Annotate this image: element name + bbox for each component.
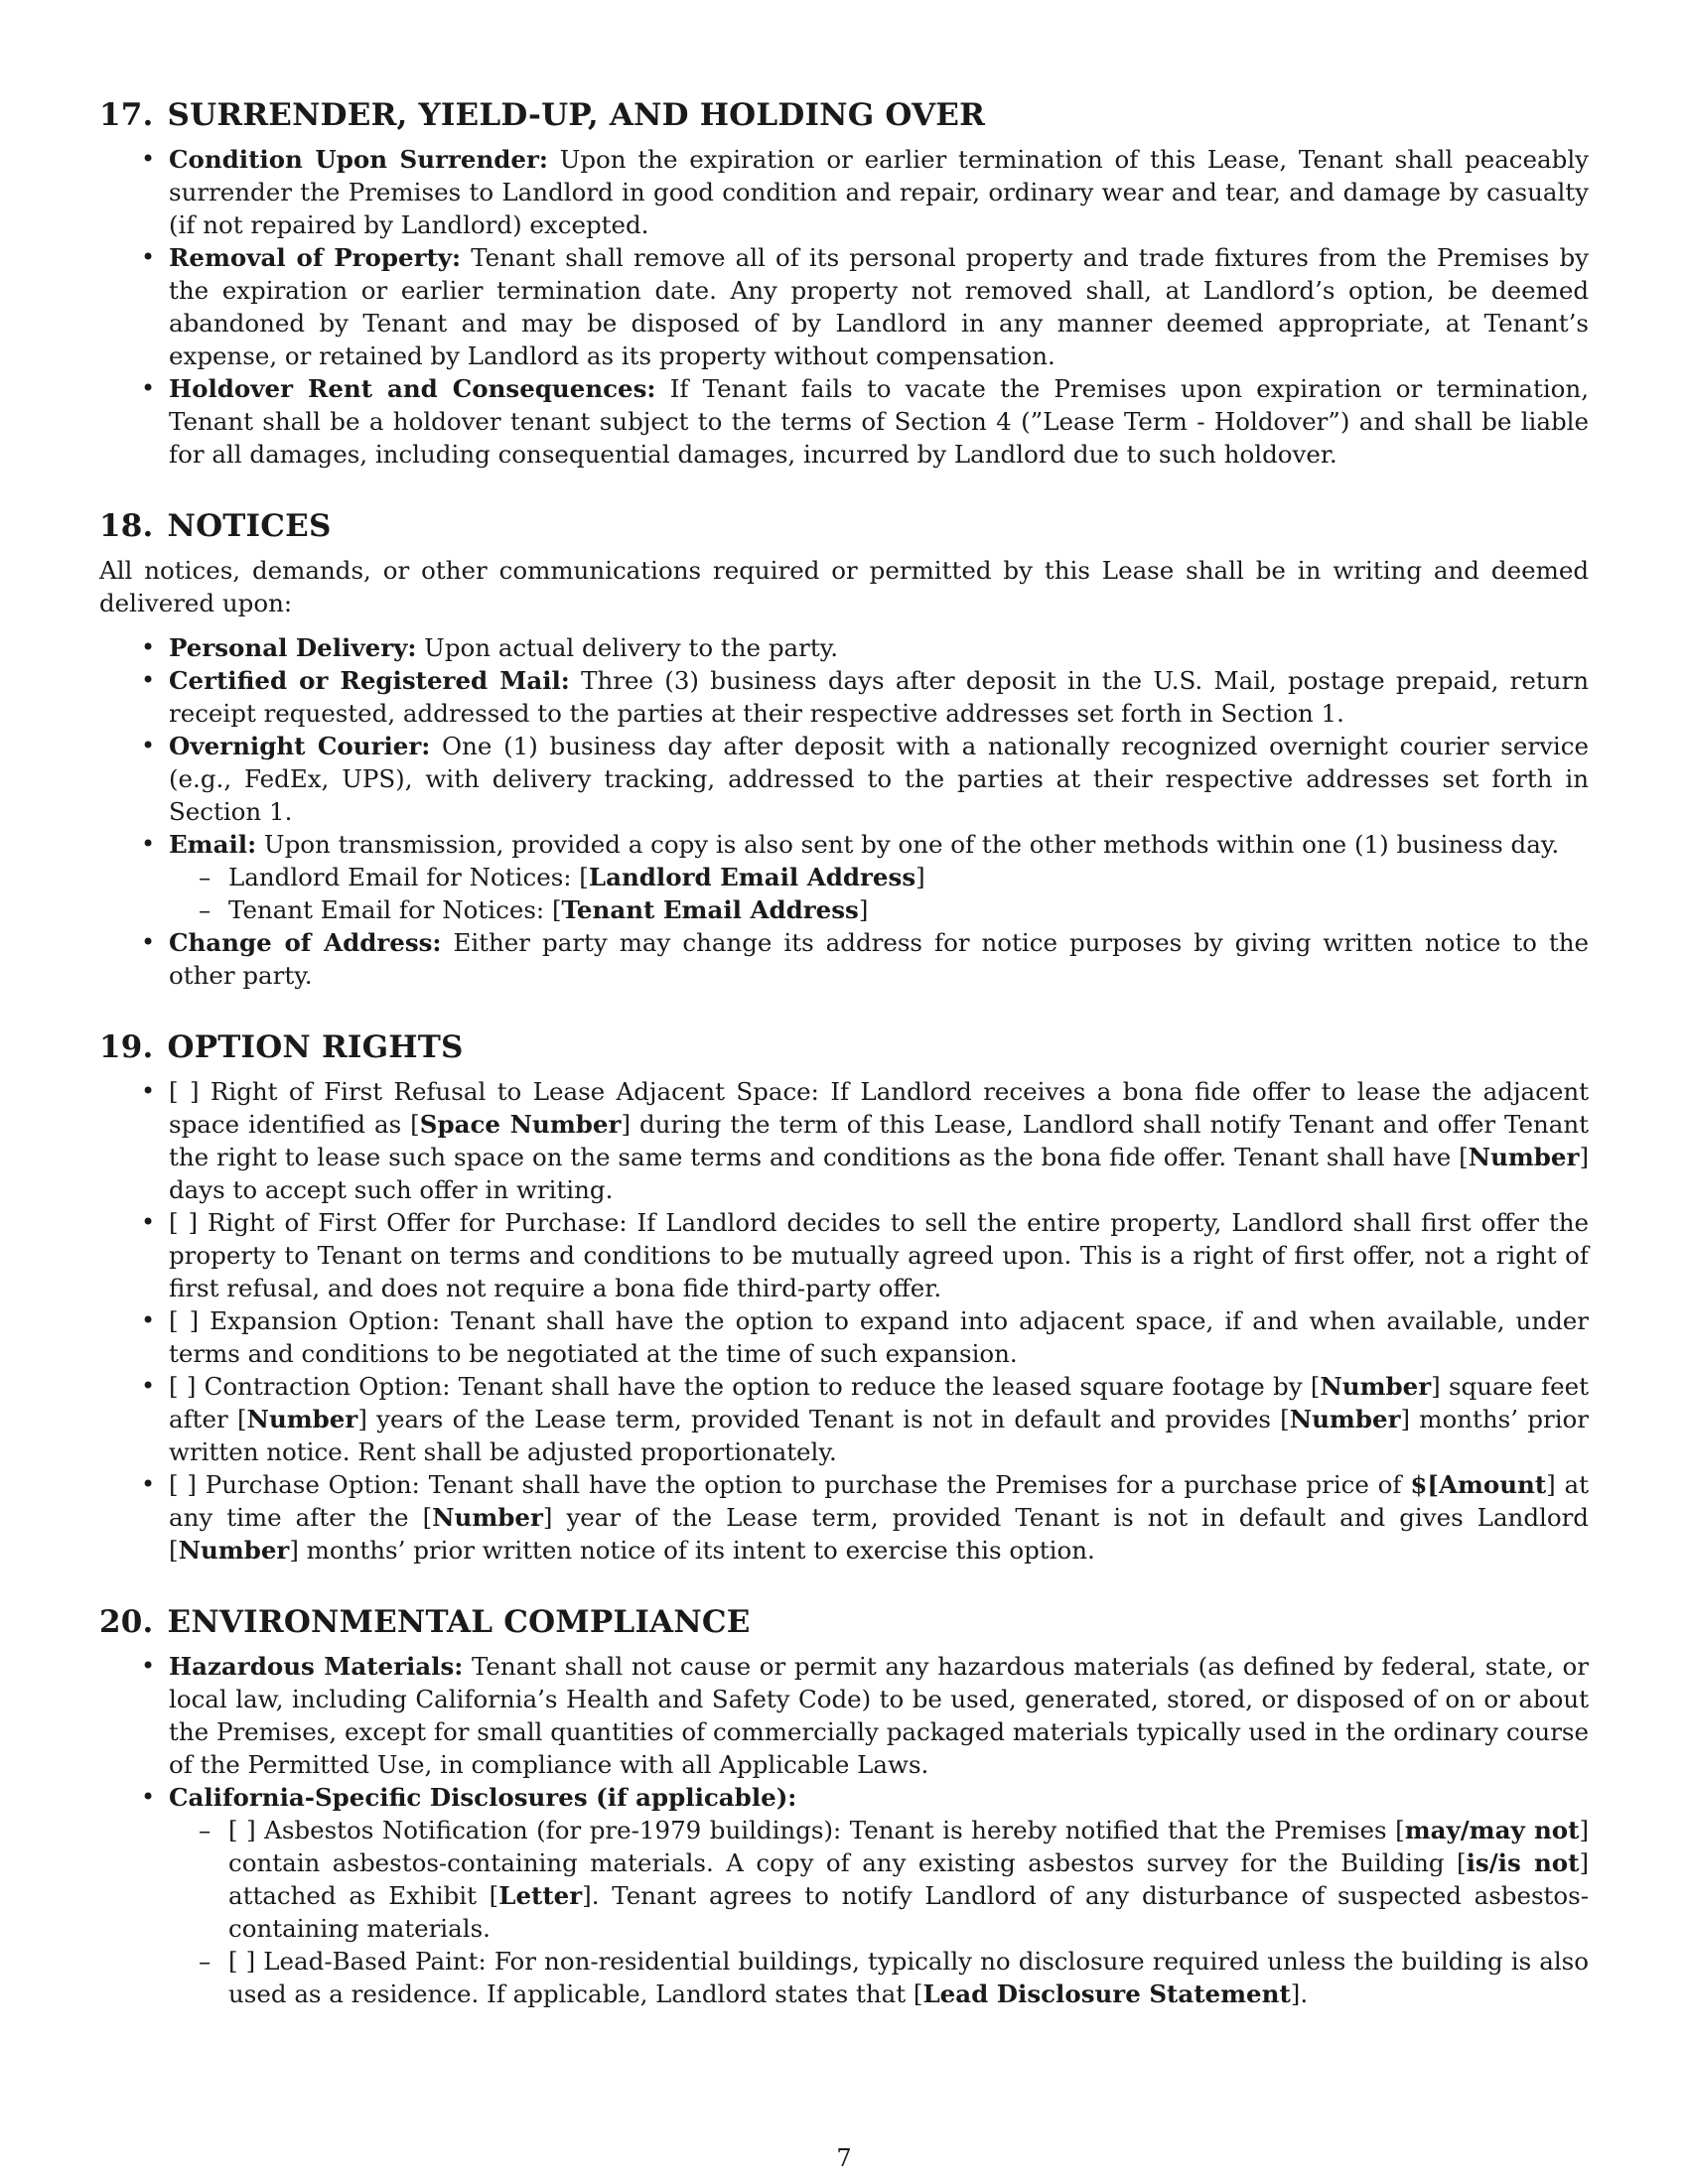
sub-list: [169, 1814, 1589, 2010]
item-label: Removal of Property:: [169, 243, 462, 272]
list-item: [169, 828, 1589, 926]
page-number: 7: [836, 2144, 852, 2172]
item-label: Personal Delivery:: [169, 633, 417, 662]
section-heading: [99, 506, 1589, 546]
item-text: If Tenant fails to vacate the Premises upon expiration or termination, Tenant shall be a holdover tenant subject to the terms of Section 4 (”Lease Term - Holdover”) and shall be liable for all damages, including consequential damages, incurred by Landlord due to such holdover.: [169, 374, 1589, 469]
section-heading: [99, 1602, 1589, 1642]
section-intro: All notices, demands, or other communications required or permitted by this Lease shall be in writing and deemed delivered upon:: [99, 556, 1589, 617]
section-title: SURRENDER, YIELD-UP, AND HOLDING OVER: [167, 97, 986, 133]
bullet-list: [99, 631, 1589, 992]
placeholder-field: Tenant Email Address: [561, 895, 859, 924]
placeholder-field: Number: [432, 1503, 543, 1532]
sub-list-item: – Tenant Email for Notices: [Tenant Email Address]: [228, 893, 1589, 926]
section-number: 20.: [99, 1604, 154, 1640]
item-label: Condition Upon Surrender:: [169, 145, 548, 174]
item-text: Upon transmission, provided a copy is also sent by one of the other methods within one (1) business day.: [256, 830, 1560, 859]
item-label: Overnight Courier:: [169, 732, 431, 760]
sub-list: [169, 861, 1589, 926]
item-text: Upon the expiration or earlier termination of this Lease, Tenant shall peaceably surrender the Premises to Landlord in good condition and repair, ordinary wear and tear, and damage by casualty (if not repaired by Landlord) excepted.: [169, 145, 1589, 239]
document-page: [99, 95, 1589, 2046]
list-item: [169, 730, 1589, 828]
section-17: [99, 95, 1589, 471]
section-18: [99, 506, 1589, 992]
item-label: California-Specific Disclosures (if applicable):: [169, 1783, 797, 1812]
item-text: Three (3) business days after deposit in the U.S. Mail, postage prepaid, return receipt requested, addressed to the parties at their respective addresses set forth in Section 1.: [169, 666, 1589, 728]
list-item: [169, 1206, 1589, 1304]
section-heading: [99, 1027, 1589, 1067]
placeholder-field: Number: [246, 1405, 358, 1433]
bullet-list: [99, 143, 1589, 471]
section-number: 17.: [99, 97, 154, 133]
placeholder-field: Lead Disclosure Statement: [922, 1979, 1291, 2008]
list-item: [169, 631, 1589, 664]
section-title: OPTION RIGHTS: [167, 1029, 464, 1065]
placeholder-field: Number: [178, 1536, 290, 1565]
section-20: [99, 1602, 1589, 2010]
item-label: Holdover Rent and Consequences:: [169, 374, 656, 403]
bullet-list: [99, 1075, 1589, 1567]
bullet-list: [99, 1650, 1589, 2010]
item-text: Upon actual delivery to the party.: [416, 633, 839, 662]
list-item: [169, 241, 1589, 372]
section-heading: [99, 95, 1589, 135]
list-item: [169, 926, 1589, 992]
list-item: • [ ] Contraction Option: Tenant shall have the option to reduce the leased square footage by [Number] square feet after [Number] years of the Lease term, provided Tenant is not in default and provides [Number] months’ prior written notice. Rent shall be adjusted proportionately.: [169, 1370, 1589, 1468]
list-item: [169, 1650, 1589, 1781]
item-text: Tenant shall remove all of its personal property and trade fixtures from the Premises by the expiration or earlier termination date. Any property not removed shall, at Landlord’s option, be deemed abandoned by Tenant and may be disposed of by Landlord in any manner deemed appropriate, at Tenant’s expense, or retained by Landlord as its property without compensation.: [169, 243, 1589, 370]
section-title: NOTICES: [167, 508, 332, 544]
list-item: • [ ] Right of First Refusal to Lease Adjacent Space: If Landlord receives a bona fide offer to lease the adjacent space identified as [Space Number] during the term of this Lease, Landlord shall notify Tenant and offer Tenant the right to lease such space on the same terms and conditions as the bona fide offer. Tenant shall have [Number] days to accept such offer in writing.: [169, 1075, 1589, 1206]
sub-list-item: – [ ] Lead-Based Paint: For non-residential buildings, typically no disclosure required unless the building is also used as a residence. If applicable, Landlord states that [Lead Disclosure Statement].: [228, 1945, 1589, 2010]
item-label: Hazardous Materials:: [169, 1652, 464, 1681]
item-text: Either party may change its address for notice purposes by giving written notice to the other party.: [169, 928, 1589, 990]
list-item: • [ ] Purchase Option: Tenant shall have the option to purchase the Premises for a purchase price of $[Amount] at any time after the [Number] year of the Lease term, provided Tenant is not in default and gives Landlord [Number] months’ prior written notice of its intent to exercise this option.: [169, 1468, 1589, 1567]
sub-list-item: – Landlord Email for Notices: [Landlord Email Address]: [228, 861, 1589, 893]
placeholder-field: Number: [1468, 1143, 1580, 1171]
item-label: Certified or Registered Mail:: [169, 666, 570, 695]
item-text: [ ] Expansion Option: Tenant shall have the option to expand into adjacent space, if and when available, under terms and conditions to be negotiated at the time of such expansion.: [169, 1306, 1589, 1368]
placeholder-field: may/may not: [1404, 1816, 1580, 1844]
placeholder-field: Number: [1320, 1372, 1432, 1401]
placeholder-field: is/is not: [1466, 1848, 1580, 1877]
item-text: [ ] Right of First Offer for Purchase: If Landlord decides to sell the entire property, Landlord shall first offer the property to Tenant on terms and conditions to be mutually agreed upon. This is a right of first offer, not a right of first refusal, and does not require a bona fide third-party offer.: [169, 1208, 1589, 1302]
placeholder-field: Landlord Email Address: [588, 863, 916, 891]
section-number: 18.: [99, 508, 154, 544]
placeholder-field: Space Number: [419, 1110, 622, 1139]
item-text: Tenant shall not cause or permit any hazardous materials (as defined by federal, state, or local law, including California’s Health and Safety Code) to be used, generated, stored, or disposed of on or about the Premises, except for small quantities of commercially packaged materials typically used in the ordinary course of the Permitted Use, in compliance with all Applicable Laws.: [169, 1652, 1589, 1779]
list-item: [169, 1781, 1589, 2010]
list-item: [169, 1304, 1589, 1370]
item-text: One (1) business day after deposit with a nationally recognized overnight courier service (e.g., FedEx, UPS), with delivery tracking, addressed to the parties at their respective addresses set forth in Section 1.: [169, 732, 1589, 826]
section-19: [99, 1027, 1589, 1567]
placeholder-field: $[Amount: [1410, 1470, 1547, 1499]
section-title: ENVIRONMENTAL COMPLIANCE: [167, 1604, 751, 1640]
list-item: [169, 143, 1589, 241]
item-label: Change of Address:: [169, 928, 442, 957]
list-item: [169, 664, 1589, 730]
placeholder-field: Letter: [498, 1881, 583, 1910]
item-label: Email:: [169, 830, 257, 859]
sub-list-item: – [ ] Asbestos Notification (for pre-1979 buildings): Tenant is hereby notified that the Premises [may/may not] contain asbestos-containing materials. A copy of any existing asbestos survey for the Building [is/is not] attached as Exhibit [Letter]. Tenant agrees to notify Landlord of any disturbance of suspected asbestos-containing materials.: [228, 1814, 1589, 1945]
placeholder-field: Number: [1289, 1405, 1401, 1433]
section-number: 19.: [99, 1029, 154, 1065]
list-item: [169, 372, 1589, 471]
